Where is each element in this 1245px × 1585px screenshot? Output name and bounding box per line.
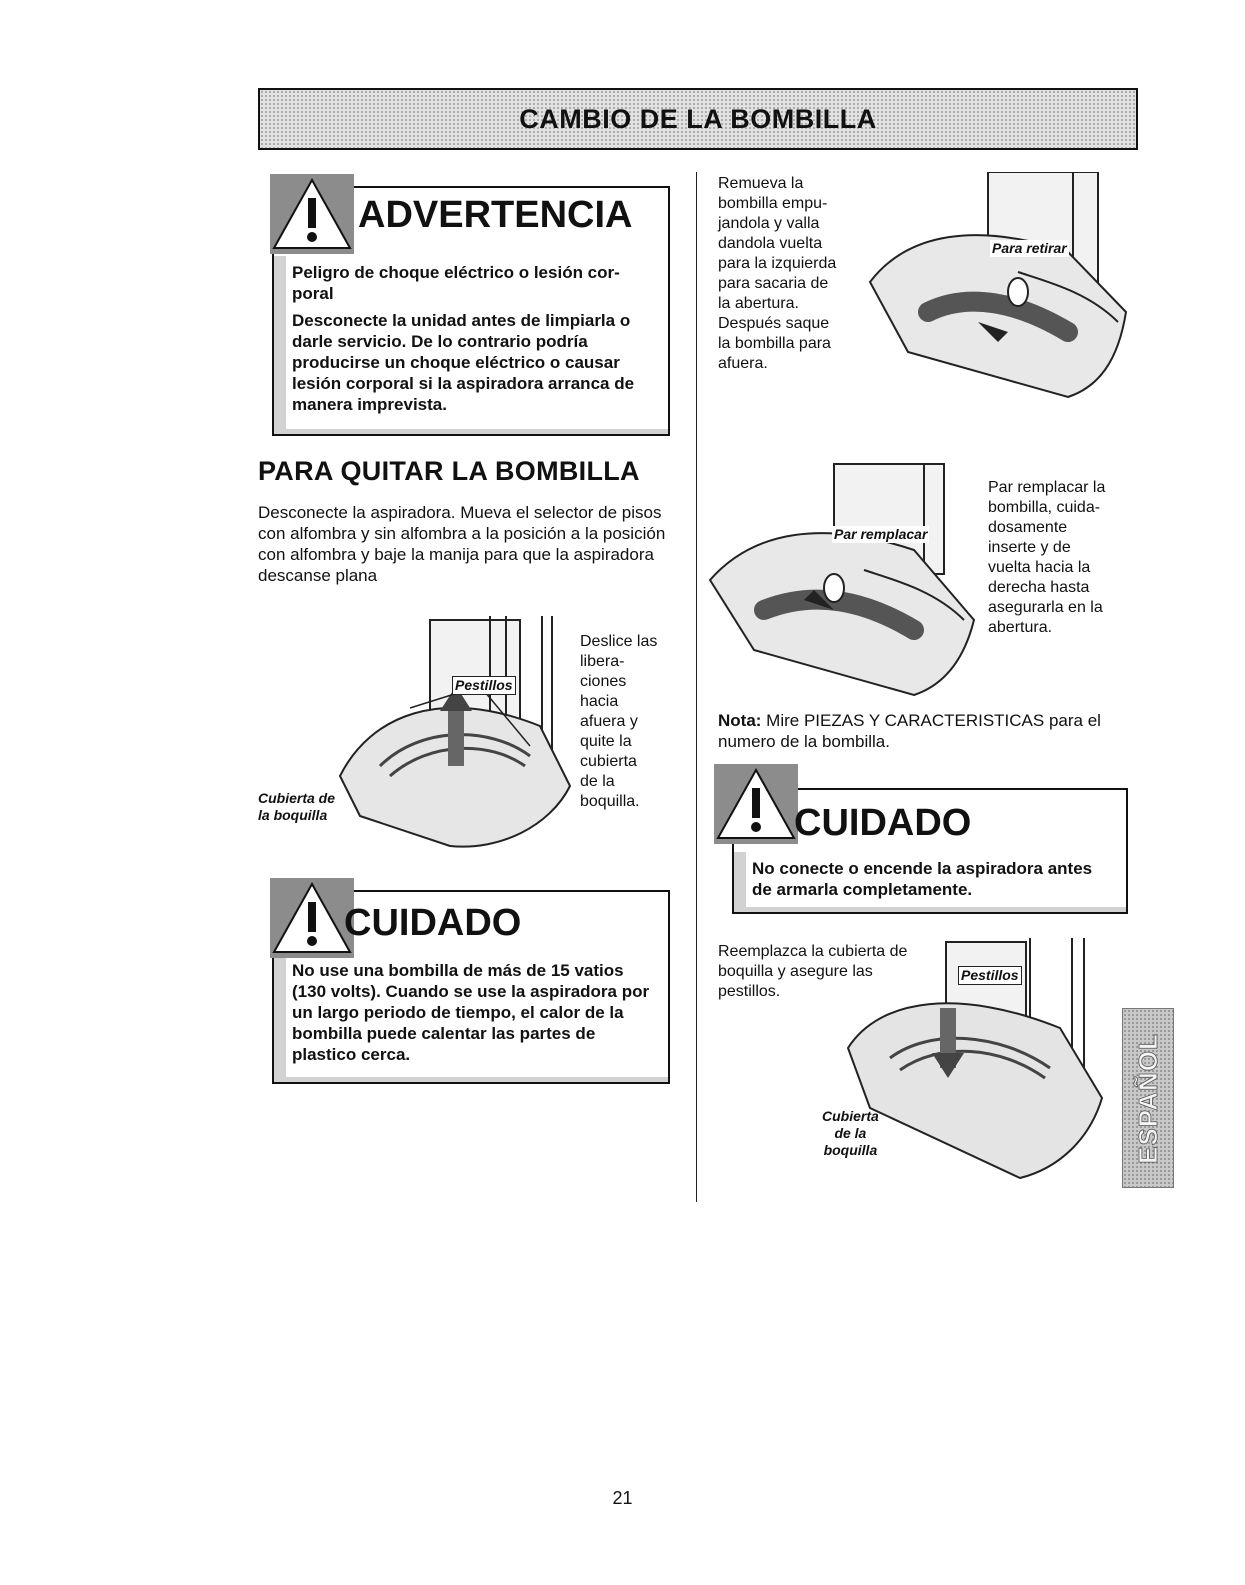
box-shade-left bbox=[274, 954, 286, 1082]
caution-body-2: No conecte o encende la aspiradora antes de armarla completamente. bbox=[752, 859, 1093, 899]
warning-alert-icon bbox=[270, 174, 354, 254]
nozzle-cover-illustration bbox=[330, 616, 590, 866]
caution-box-1 bbox=[272, 890, 670, 1084]
text-line: vuelta hacia la bbox=[988, 559, 1091, 576]
box-shade-bottom bbox=[274, 1077, 668, 1082]
step-line: boquilla. bbox=[580, 793, 640, 810]
step-line: hacia bbox=[580, 693, 619, 710]
label-cover-1 bbox=[258, 790, 335, 824]
caution-heading-2: CUIDADO bbox=[794, 802, 972, 844]
step-line: afuera y bbox=[580, 713, 638, 730]
remove-intro: Desconecte la aspiradora. Mueva el selector de pisos con alfombra y sin alfombra a la posición a la posición con alfombra y baje la manija para que la aspiradora descanse plana bbox=[258, 503, 666, 585]
warning-lead: Peligro de choque eléctrico o lesión cor-poral bbox=[292, 263, 620, 303]
warning-body bbox=[292, 262, 654, 421]
remove-bulb-illustration bbox=[868, 172, 1128, 402]
label-latches-1: Pestillos bbox=[452, 676, 516, 695]
step-line: quite la bbox=[580, 733, 632, 750]
text-line: para sacaria de bbox=[718, 275, 829, 292]
column-divider bbox=[696, 172, 697, 1202]
text-line: dosamente bbox=[988, 519, 1068, 536]
warning-heading: ADVERTENCIA bbox=[358, 194, 633, 236]
text-line: bombilla, cuida- bbox=[988, 499, 1101, 516]
label-remove: Para retirar bbox=[992, 240, 1067, 256]
replace-bulb-text bbox=[988, 478, 1105, 638]
step-line: de la bbox=[580, 773, 615, 790]
box-shade-left bbox=[274, 256, 286, 434]
note bbox=[718, 710, 1118, 752]
label-cover-1-line2: la boquilla bbox=[258, 807, 328, 823]
remove-step-text bbox=[580, 632, 657, 812]
label-replace: Par remplacar bbox=[834, 526, 928, 542]
step-line: Deslice las bbox=[580, 633, 658, 650]
label-cover-2-line1: Cubierta bbox=[822, 1108, 879, 1124]
text-line: la abertura. bbox=[718, 295, 799, 312]
remove-heading: PARA QUITAR LA BOMBILLA bbox=[258, 456, 640, 486]
note-label: Nota: bbox=[718, 711, 762, 730]
text-line: pestillos. bbox=[718, 983, 781, 1000]
page-number: 21 bbox=[612, 1488, 633, 1508]
language-tab bbox=[1122, 1008, 1174, 1188]
step-line: ciones bbox=[580, 673, 627, 690]
text-line: boquilla y asegure las bbox=[718, 963, 873, 980]
text-line: Par remplacar la bbox=[988, 479, 1106, 496]
language-tab-label: ESPAÑOL bbox=[1132, 1032, 1163, 1164]
label-cover-2-line2: de la bbox=[834, 1125, 867, 1141]
remove-bulb-text bbox=[718, 174, 836, 374]
label-cover-2-line3: boquilla bbox=[823, 1142, 878, 1158]
box-shade-left bbox=[734, 852, 746, 912]
text-line: inserte y de bbox=[988, 539, 1071, 556]
box-shade-bottom bbox=[274, 429, 668, 434]
caution-alert-icon bbox=[270, 878, 354, 958]
text-line: abertura. bbox=[988, 619, 1053, 636]
replace-bulb-illustration bbox=[704, 460, 980, 700]
step-line: libera- bbox=[580, 653, 625, 670]
caution-alert-icon bbox=[714, 764, 798, 844]
box-shade-bottom bbox=[734, 907, 1126, 912]
note-text: Mire PIEZAS Y CARACTERISTICAS para el numero de la bombilla. bbox=[718, 711, 1101, 751]
label-cover-2 bbox=[822, 1108, 879, 1159]
label-cover-1-line1: Cubierta de bbox=[258, 790, 336, 806]
text-line: la bombilla para bbox=[718, 335, 831, 352]
caution-body-1: No use una bombilla de más de 15 vatios (130 volts). Cuando se use la aspiradora por un largo periodo de tiempo, el calor de la bombilla puede calentar las partes de plastico cerca. bbox=[292, 961, 650, 1064]
text-line: asegurarla en la bbox=[988, 599, 1103, 616]
text-line: Después saque bbox=[718, 315, 830, 332]
text-line: Reemplazca la cubierta de bbox=[718, 943, 908, 960]
text-line: para la izquierda bbox=[718, 255, 837, 272]
text-line: jandola y valla bbox=[718, 215, 820, 232]
text-line: afuera. bbox=[718, 355, 768, 372]
text-line: Remueva la bbox=[718, 175, 804, 192]
caution-box-2 bbox=[732, 788, 1128, 914]
label-latches-2: Pestillos bbox=[958, 966, 1022, 985]
warning-box bbox=[272, 186, 670, 436]
text-line: dandola vuelta bbox=[718, 235, 823, 252]
caution-heading-1: CUIDADO bbox=[344, 902, 522, 944]
text-line: derecha hasta bbox=[988, 579, 1090, 596]
text-line: bombilla empu- bbox=[718, 195, 828, 212]
banner-title: CAMBIO DE LA BOMBILLA bbox=[519, 103, 877, 134]
section-banner bbox=[258, 88, 1138, 150]
step-line: cubierta bbox=[580, 753, 637, 770]
warning-text: Desconecte la unidad antes de limpiarla o darle servicio. De lo contrario podría producirse un choque eléctrico o causar lesión corporal si la aspiradora arranca de manera imprevista. bbox=[292, 311, 635, 414]
